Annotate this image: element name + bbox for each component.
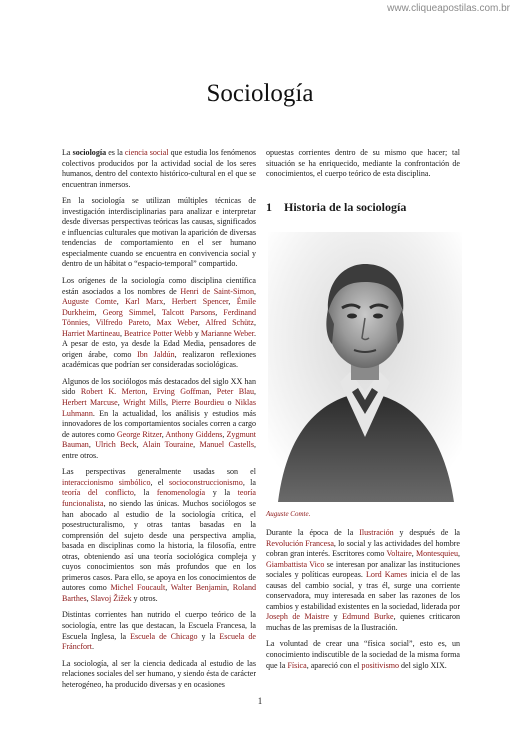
- text-run: La sociología, al ser la ciencia dedicada al estudio de las relaciones sociales del ser humano, y siendo ésta de carácter heterogéneo, ha producido diversas y en ocasiones: [62, 658, 256, 689]
- wiki-link[interactable]: positivismo: [361, 660, 399, 670]
- text-run: ,: [457, 549, 460, 559]
- portrait-caption: Auguste Comte.: [266, 510, 311, 518]
- paragraph: [62, 610, 256, 652]
- wiki-link[interactable]: Henri de Saint-Simon: [180, 286, 254, 296]
- wiki-link[interactable]: Marianne Weber: [200, 328, 254, 338]
- text-run: ,: [94, 307, 103, 317]
- text-run: o: [224, 398, 235, 408]
- wiki-link[interactable]: teoría del conflicto: [62, 488, 134, 498]
- wiki-link[interactable]: Émile Durkheim: [62, 297, 256, 317]
- text-run: , lo social y las actividades del hombre cobran gran interés. Escritores como: [266, 538, 460, 559]
- text-run: ,: [163, 297, 172, 307]
- text-run: ,: [193, 440, 200, 450]
- text-run: y la: [197, 631, 220, 641]
- wiki-link[interactable]: Ferdinand Tönnies: [62, 307, 256, 328]
- wiki-link[interactable]: Ulrich Beck: [95, 440, 137, 450]
- text-run: ,: [148, 318, 157, 328]
- wiki-link[interactable]: Física: [287, 660, 307, 670]
- wiki-link[interactable]: Harriet Martineau: [62, 328, 120, 338]
- text-run: , la: [133, 488, 157, 498]
- text-run: ,: [253, 318, 256, 328]
- paragraph: [62, 377, 256, 461]
- wiki-link[interactable]: Erving Goffman: [152, 387, 210, 397]
- text-run: ,: [253, 286, 256, 296]
- wiki-link[interactable]: Escuela de Chicago: [130, 631, 198, 641]
- text-run: y: [192, 328, 201, 338]
- wiki-link[interactable]: Alain Touraine: [142, 440, 194, 450]
- wiki-link[interactable]: Beatrice Potter Webb: [124, 328, 193, 338]
- text-run: inicia el de las causas del cambio social, y tras él, surge una corriente conservadora, muy interesada en saber las razones de los cambios y estabilidad existentes en la sociedad, liderada por: [266, 570, 461, 611]
- text-run: y otros.: [131, 593, 158, 603]
- text-run: ,: [145, 387, 153, 397]
- wiki-link[interactable]: Revolución Francesa: [266, 538, 334, 548]
- paragraph: [62, 659, 256, 691]
- text-run: ,: [227, 583, 233, 593]
- wiki-link[interactable]: Slavoj Žižek: [90, 593, 132, 603]
- text-run: ,: [165, 583, 171, 593]
- text-run: , apareció con el: [306, 660, 362, 670]
- wiki-link[interactable]: Auguste Comte: [62, 297, 117, 307]
- section-title: Historia de la sociología: [284, 200, 407, 214]
- right-column-history: [266, 528, 460, 677]
- wiki-link[interactable]: Herbert Marcuse: [62, 398, 118, 408]
- text-run: , el: [150, 477, 170, 487]
- text-run: ,: [86, 593, 91, 603]
- wiki-link[interactable]: Anthony Giddens: [165, 429, 223, 439]
- page-number: 1: [257, 696, 263, 706]
- text-run: ,: [215, 307, 224, 317]
- paragraph: [62, 467, 256, 604]
- wiki-link[interactable]: George Ritzer: [116, 429, 162, 439]
- text-run: , no siendo las únicas. Muchos sociólogos se han abocado al estudio de la sociología crítica, el posestructuralismo, y otras tantas basadas en la comprensión del sujeto desde una perspectiva amplia, basada en disciplinas como la historia, la filosofía, entre otras, obteniendo así una teoría sociológica compleja y cuyos conocimientos son más profundos que en los primeros casos. Para ello, se apoya en los conocimientos de autores como: [62, 498, 256, 593]
- text-run: ,: [165, 398, 172, 408]
- text-run: Algunos de los sociólogos más destacados del siglo XX han sido: [62, 376, 256, 397]
- text-run: , quienes criticaron muchas de las premisas de la Ilustración.: [266, 612, 460, 632]
- paragraph: [62, 148, 256, 190]
- wiki-link[interactable]: Peter Blau: [216, 387, 254, 397]
- wiki-link[interactable]: Walter Benjamin: [170, 583, 228, 593]
- wiki-link[interactable]: fenomenología: [156, 488, 206, 498]
- text-run: ,: [117, 398, 124, 408]
- text-run: . En la actualidad, los análisis y estudios más innovadores de los comportamientos sociales corren a cargo de autores como: [62, 408, 256, 439]
- site-watermark: www.cliqueapostilas.com.br: [387, 3, 510, 14]
- text-run: ,: [119, 328, 125, 338]
- text-run: del siglo XIX.: [398, 660, 447, 670]
- wiki-link[interactable]: Alfred Schütz: [205, 318, 254, 328]
- text-run: es la: [106, 148, 125, 157]
- wiki-link[interactable]: Herbert Spencer: [171, 297, 229, 307]
- text-run: ,: [209, 387, 217, 397]
- text-run: ,: [87, 318, 96, 328]
- paragraph: [266, 528, 460, 633]
- text-run: ,: [222, 429, 227, 439]
- text-run: Los orígenes de la sociología como disciplina científica están asociados a los nombres de: [62, 276, 256, 296]
- text-run: ,: [116, 297, 126, 307]
- paragraph: [62, 276, 256, 371]
- page-title: Sociología: [206, 80, 314, 107]
- wiki-link[interactable]: Ibn Jaldún: [137, 349, 175, 359]
- wiki-link[interactable]: Lord Kames: [366, 570, 408, 580]
- text-run: y la: [205, 488, 238, 498]
- text-run: La voluntad de crear una “física social”, esto es, un conocimiento indiscutible de la sociedad de la misma forma que la: [266, 639, 460, 670]
- wiki-link[interactable]: socioconstruccionismo: [169, 477, 243, 487]
- portrait-image: [268, 232, 462, 502]
- text-run: se interesan por analizar las instituciones sociales y políticas europeas.: [266, 559, 460, 580]
- text-run: Las perspectivas generalmente usadas son el: [62, 467, 256, 477]
- text-run: . A pesar de esto, ya desde la Edad Media, pensadores de origen árabe, como: [62, 328, 256, 359]
- wiki-link[interactable]: Ilustración: [359, 528, 394, 537]
- wiki-link[interactable]: Max Weber: [156, 318, 198, 328]
- wiki-link[interactable]: Manuel Castells: [199, 440, 254, 450]
- text-run: ,: [228, 297, 237, 307]
- text-run: sociología: [72, 148, 107, 157]
- wiki-link[interactable]: Edmund Burke: [342, 612, 394, 622]
- text-run: , realizaron reflexiones académicas que podrían ser consideradas sociológicas.: [62, 349, 257, 370]
- wiki-link[interactable]: Escuela de Fráncfort: [62, 631, 256, 652]
- wiki-link[interactable]: Roland Barthes: [62, 583, 256, 603]
- right-column-intro: [266, 148, 460, 186]
- wiki-link[interactable]: Talcott Parsons: [161, 307, 216, 317]
- wiki-link[interactable]: Vilfredo Pareto: [95, 318, 149, 328]
- text-run: ,: [136, 440, 143, 450]
- text-run: Durante la época de la: [266, 528, 360, 537]
- left-column: [62, 148, 256, 696]
- wiki-link[interactable]: Georg Simmel: [102, 307, 154, 317]
- text-run: Distintas corrientes han nutrido el cuerpo teórico de la sociología, entre las que destacan, la Escuela Francesa, la Escuela Inglesa, la: [62, 610, 256, 641]
- wiki-link[interactable]: interaccionismo simbólico: [62, 477, 151, 487]
- wiki-link[interactable]: Karl Marx: [125, 297, 164, 307]
- wiki-link[interactable]: teoría funcionalista: [62, 488, 256, 508]
- text-run: ,: [153, 307, 162, 317]
- wiki-link[interactable]: ciencia social: [124, 148, 169, 157]
- text-run: ,: [88, 440, 96, 450]
- wiki-link[interactable]: Zygmunt Bauman: [62, 429, 256, 450]
- text-run: ,: [411, 549, 416, 559]
- paragraph: [266, 639, 460, 671]
- wiki-link[interactable]: Voltaire: [386, 549, 412, 559]
- text-run: ,: [197, 318, 206, 328]
- wiki-link[interactable]: Michel Foucault: [110, 583, 166, 593]
- text-run: En la sociología se utilizan múltiples técnicas de investigación interdisciplinarias para analizar e interpretar desde diversas perspectivas teóricas las causas, significados e influencias culturales que motivan la aparición de diversas tendencias de comportamiento en el ser humano especialmente cuando se encuentra en convivencia social y dentro de un hábitat o “espacio-temporal” compartido.: [62, 196, 256, 269]
- paragraph: [62, 196, 256, 270]
- wiki-link[interactable]: Robert K. Merton: [80, 387, 146, 397]
- wiki-link[interactable]: Montesquieu: [415, 549, 458, 559]
- text-run: opuestas corrientes dentro de su mismo que hacer; tal situación se ha enriquecido, mediante la confrontación de conocimientos, el cuerpo teórico de esta disciplina.: [266, 148, 460, 179]
- text-run: ,: [253, 387, 256, 397]
- wiki-link[interactable]: Wright Mills: [123, 398, 166, 408]
- text-run: y después de la: [393, 528, 460, 537]
- text-run: La: [62, 148, 73, 157]
- section-heading: [266, 200, 460, 215]
- text-run: y: [329, 612, 343, 622]
- text-run: .: [91, 642, 94, 652]
- text-run: que estudia los fenómenos colectivos producidos por la actividad social de los seres humanos, dentro del contexto histórico-cultural en el que se encuentran inmersos.: [62, 148, 256, 189]
- wiki-link[interactable]: Niklas Luhmann: [62, 398, 256, 418]
- wiki-link[interactable]: Pierre Bourdieu: [171, 398, 225, 408]
- text-run: , la: [242, 477, 256, 487]
- section-number: 1: [266, 200, 272, 214]
- text-run: , entre otros.: [62, 440, 256, 460]
- text-run: ,: [161, 429, 166, 439]
- wiki-link[interactable]: Giambattista Vico: [266, 559, 325, 569]
- wiki-link[interactable]: Joseph de Maistre: [266, 612, 330, 622]
- paragraph: [266, 148, 460, 180]
